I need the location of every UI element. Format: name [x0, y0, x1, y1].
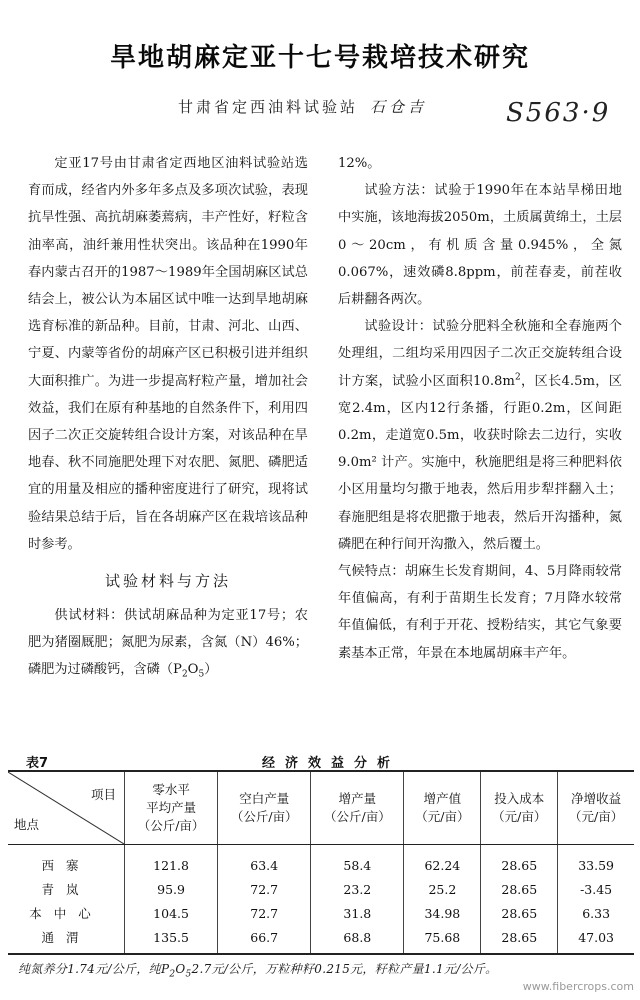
value-cell: 121.8	[125, 845, 218, 878]
value-cell: 104.5	[125, 901, 218, 925]
place-cell: 西寨	[41, 858, 91, 873]
table-row	[8, 845, 634, 878]
value-cell: 75.68	[404, 925, 481, 954]
value-cell: 47.03	[558, 925, 634, 954]
corner-place-label: 地点	[14, 817, 40, 832]
handwritten-call-number: S563·9	[506, 98, 611, 128]
value-cell: 135.5	[125, 925, 218, 954]
value-cell: 28.65	[481, 901, 558, 925]
value-cell: 72.7	[218, 901, 311, 925]
value-cell: 66.7	[218, 925, 311, 954]
value-cell: 68.8	[311, 925, 404, 954]
column-header: 净增收益 （元/亩）	[558, 771, 634, 845]
column-header: 增产值 （元/亩）	[404, 771, 481, 845]
value-cell: 33.59	[558, 845, 634, 878]
byline	[178, 96, 427, 117]
right-column	[338, 150, 622, 667]
design-paragraph: 试验设计：试验分肥料全秋施和全春施两个处理组，二组均采用四因子二次正交旋转组合设计方案，试验小区面积$10.8m^2$，区长4.5m，区宽2.4m，区内12行条播，行距0.2m，区间距0.2m，走道宽0.5m，收获时除去二边行，实收9.0m² 计产。实施中，秋施肥组是将三种肥料依小区用量均匀撒于地表，然后用步犁拌翻入土；春施肥组是将农肥撒于地表，然后开沟播种，氮磷肥在种行间开沟撒入，然后覆土。	[338, 319, 622, 552]
table-name: 经济效益分析	[262, 756, 401, 771]
value-cell: 23.2	[311, 877, 404, 901]
economic-benefit-table	[8, 770, 634, 955]
value-cell: 58.4	[311, 845, 404, 878]
site-watermark: www.fibercrops.com	[522, 980, 634, 993]
value-cell: 28.65	[481, 925, 558, 954]
column-header: 增产量 （公斤/亩）	[311, 771, 404, 845]
place-cell: 本中心	[29, 906, 103, 921]
carry-over-text: 12%。	[338, 156, 381, 171]
place-cell: 通渭	[8, 925, 125, 954]
left-column	[28, 150, 308, 684]
place-cell: 青岚	[41, 882, 91, 897]
author-name: 石仓吉	[370, 98, 428, 116]
value-cell: 25.2	[404, 877, 481, 901]
table-label: 表7	[26, 756, 49, 771]
value-cell: 28.65	[481, 845, 558, 878]
table-row	[8, 925, 634, 954]
materials-paragraph: 供试材料：供试胡麻品种为定亚17号；农肥为猪圈厩肥；氮肥为尿素，含氮（N）46%；磷肥为过磷酸钙，含磷$(P_2O_5)$	[28, 608, 308, 681]
value-cell: 62.24	[404, 845, 481, 878]
corner-header-cell	[8, 771, 125, 845]
column-header: 投入成本 （元/亩）	[481, 771, 558, 845]
table-row	[8, 901, 634, 925]
value-cell: 31.8	[311, 901, 404, 925]
method-paragraph: 试验方法：试验于1990年在本站旱梯田地中实施，该地海拔2050m，土质属黄绵土，土层0～20cm，有机质含量0.945%，全氮0.067%，速效磷8.8ppm，前茬春麦，前茬收后耕翻各两次。	[338, 183, 622, 308]
section-heading: 试验材料与方法	[104, 572, 231, 591]
column-header: 空白产量 （公斤/亩）	[218, 771, 311, 845]
value-cell: 34.98	[404, 901, 481, 925]
table-row	[8, 877, 634, 901]
intro-paragraph: 定亚17号由甘肃省定西地区油料试验站选育而成，经省内外多年多点及多项次试验，表现抗旱性强、高抗胡麻萎蔫病，丰产性好，籽粒含油率高，油纤兼用性状突出。该品种在1990年春内蒙古召开的1987～1989年全国胡麻区试总结会上，被公认为本届区试中唯一达到旱地胡麻选育标准的新品种。目前，甘肃、河北、山西、宁夏、内蒙等省份的胡麻产区已积极引进并组织大面积推广。为进一步提高籽粒产量，增加社会效益，我们在原有种基地的自然条件下，利用四因子二次正交旋转组合设计方案，对该品种在旱地春、秋不同施肥处理下对农肥、氮肥、磷肥适宜的用量及相应的播种密度进行了研究，现将试验结果总结于后，旨在各胡麻产区在栽培该品种时参考。	[28, 156, 308, 552]
affiliation: 甘肃省定西油料试验站	[178, 98, 359, 116]
column-header: 零水平 平均产量 （公斤/亩）	[125, 771, 218, 845]
table-header-row	[8, 771, 634, 845]
paper-title: 旱地胡麻定亚十七号栽培技术研究	[109, 43, 530, 74]
value-cell: 63.4	[218, 845, 311, 878]
value-cell: 95.9	[125, 877, 218, 901]
value-cell: 6.33	[558, 901, 634, 925]
corner-item-label: 项目	[90, 787, 116, 802]
climate-paragraph: 气候特点：胡麻生长发育期间，4、5月降雨较常年值偏高，有利于苗期生长发育；7月降水较常年值偏低，有利于开花、授粉结实，其它气象要素基本正常，年景在本地属胡麻丰产年。	[338, 564, 622, 661]
value-cell: -3.45	[558, 877, 634, 901]
value-cell: 28.65	[481, 877, 558, 901]
value-cell: 72.7	[218, 877, 311, 901]
table-footnote: 纯氮养分1.74元/公斤，纯$P_2O_52.7$元/公斤，万粒种籽0.215元，籽粒产量1.1元/公斤。	[18, 962, 498, 980]
